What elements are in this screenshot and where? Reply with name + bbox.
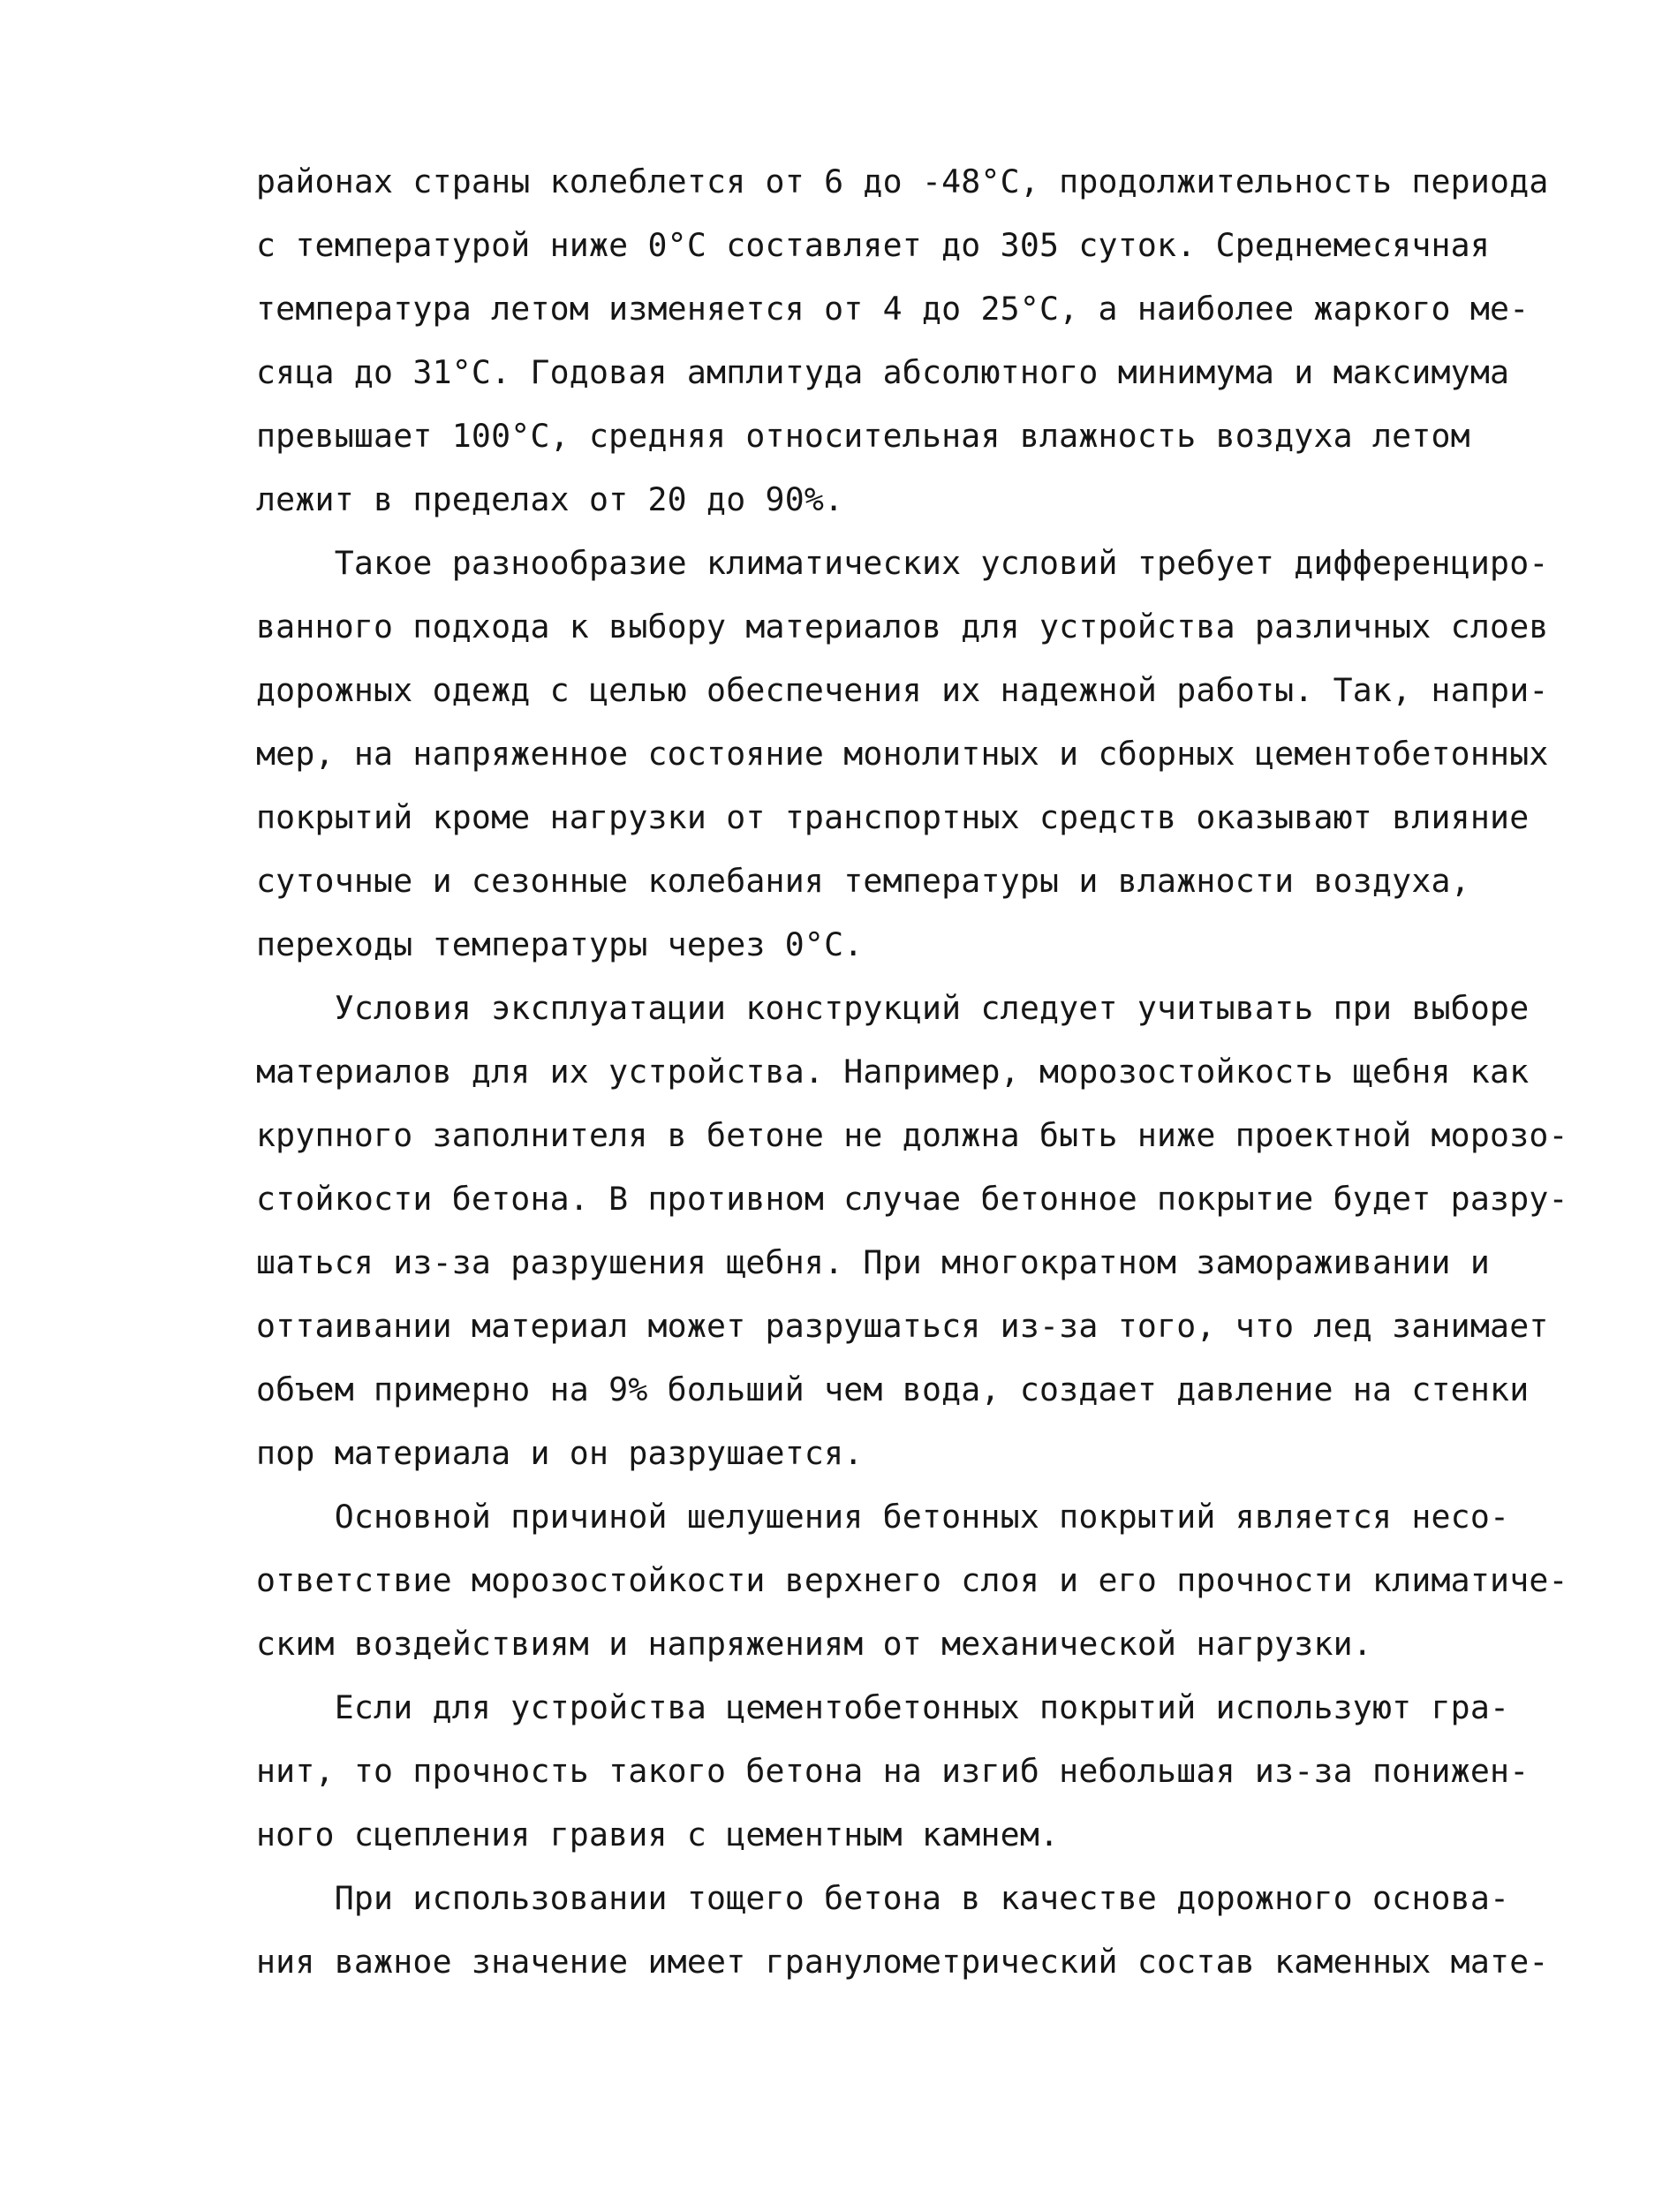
- paragraph-4: [256, 1485, 1568, 1676]
- text-line: нит, то прочность такого бетона на изгиб небольшая из-за понижен-: [256, 1752, 1530, 1790]
- text-line: дорожных одежд с целью обеспечения их надежной работы. Так, напри-: [256, 671, 1549, 709]
- text-line: ответствие морозостойкости верхнего слоя и его прочности климатиче-: [256, 1561, 1568, 1599]
- text-line: ским воздействиям и напряжениям от механической нагрузки.: [256, 1625, 1372, 1663]
- paragraph-6: [256, 1867, 1549, 1994]
- text-line: переходы температуры через 0°С.: [256, 925, 864, 963]
- paragraph-5: [256, 1676, 1530, 1867]
- text-line: превышает 100°С, средняя относительная влажность воздуха летом: [256, 417, 1470, 455]
- text-line: сяца до 31°С. Годовая амплитуда абсолютного минимума и максимума: [256, 353, 1510, 391]
- text-line: мер, на напряженное состояние монолитных и сборных цементобетонных: [256, 735, 1549, 773]
- text-line: крупного заполнителя в бетоне не должна быть ниже проектной морозо-: [256, 1116, 1568, 1154]
- paragraph-3: [256, 977, 1568, 1485]
- text-line: ванного подхода к выбору материалов для устройства различных слоев: [256, 608, 1549, 645]
- text-line: с температурой ниже 0°С составляет до 305 суток. Среднемесячная: [256, 226, 1491, 264]
- text-line: Основной причиной шелушения бетонных покрытий является несо-: [256, 1498, 1510, 1536]
- text-line: шаться из-за разрушения щебня. При многократном замораживании и: [256, 1243, 1491, 1281]
- text-line: оттаивании материал может разрушаться из-за того, что лед занимает: [256, 1307, 1549, 1345]
- text-line: стойкости бетона. В противном случае бетонное покрытие будет разру-: [256, 1180, 1568, 1218]
- text-line: Условия эксплуатации конструкций следует учитывать при выборе: [256, 989, 1530, 1027]
- text-line: объем примерно на 9% больший чем вода, создает давление на стенки: [256, 1370, 1530, 1408]
- text-line: Если для устройства цементобетонных покрытий используют гра-: [256, 1688, 1510, 1726]
- document-body: [256, 150, 1568, 1994]
- text-line: При использовании тощего бетона в качестве дорожного основа-: [256, 1879, 1510, 1917]
- text-line: суточные и сезонные колебания температуры и влажности воздуха,: [256, 862, 1470, 900]
- paragraph-2: [256, 532, 1549, 977]
- text-line: ния важное значение имеет гранулометрический состав каменных мате-: [256, 1943, 1549, 1981]
- text-line: материалов для их устройства. Например, морозостойкость щебня как: [256, 1053, 1530, 1091]
- text-line: районах страны колеблется от 6 до -48°С, продолжительность периода: [256, 162, 1549, 200]
- text-line: лежит в пределах от 20 до 90%.: [256, 480, 844, 518]
- text-line: ного сцепления гравия с цементным камнем.: [256, 1816, 1060, 1853]
- text-line: температура летом изменяется от 4 до 25°С, а наиболее жаркого ме-: [256, 290, 1530, 328]
- paragraph-1: [256, 150, 1549, 532]
- text-line: Такое разнообразие климатических условий требует дифференциро-: [256, 544, 1549, 582]
- text-line: покрытий кроме нагрузки от транспортных средств оказывают влияние: [256, 798, 1530, 836]
- text-line: пор материала и он разрушается.: [256, 1434, 864, 1472]
